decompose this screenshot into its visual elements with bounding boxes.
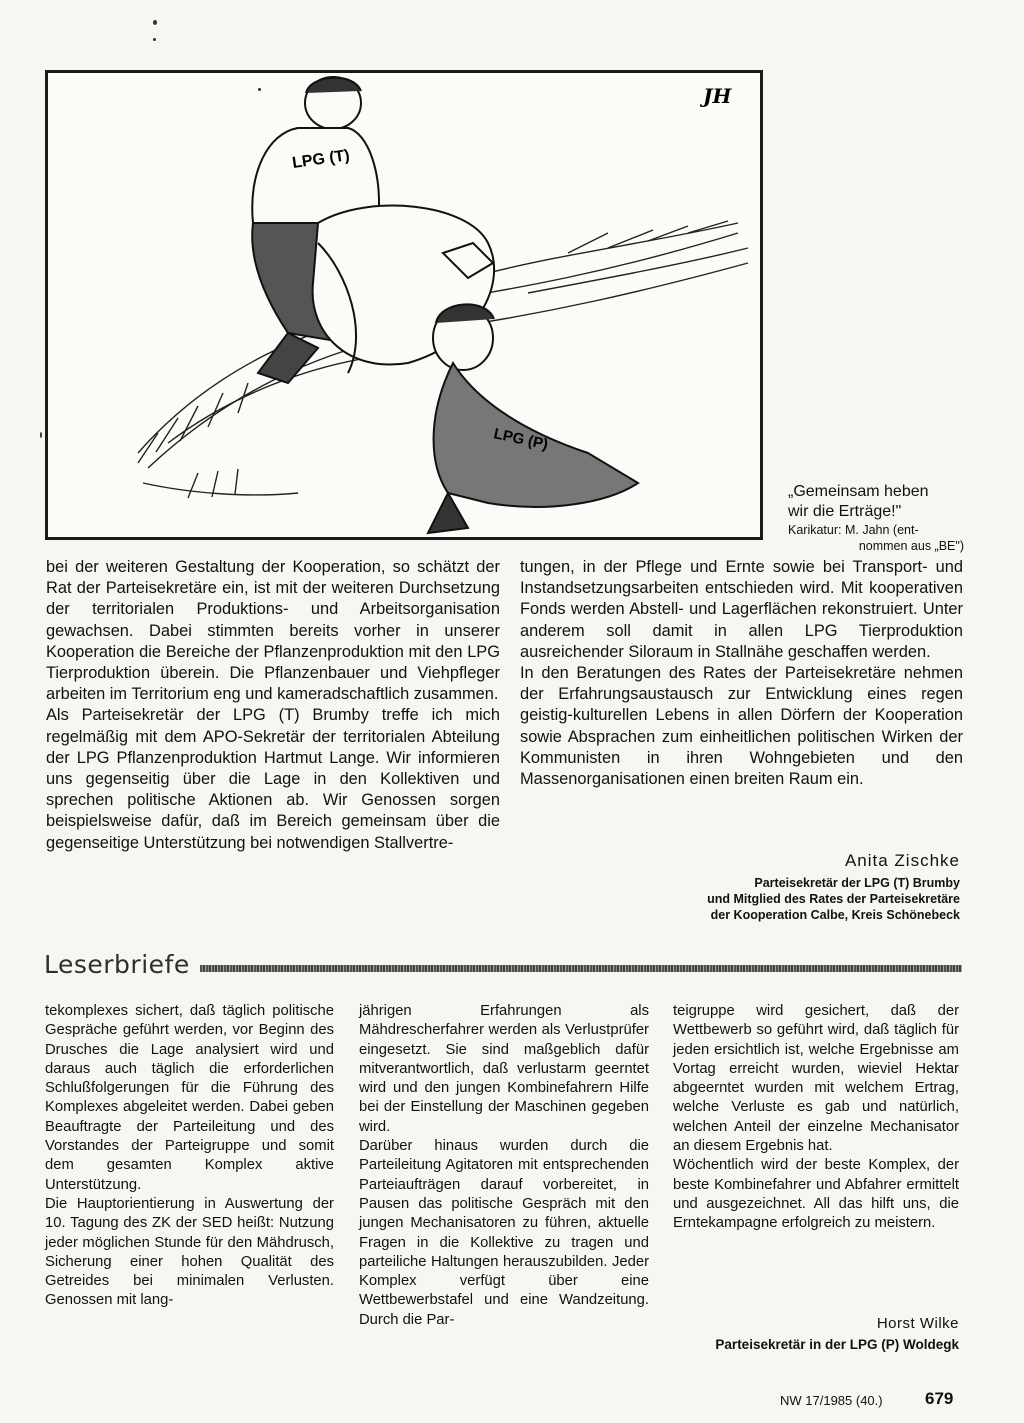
letter-paragraph: Wöchentlich wird der beste Komplex, der beste Kombinefahrer und Abfahrer ermittelt und ausgezeichnet. All das hilft uns, die Erntekampagne erfolgreich zu meistern. <box>673 1157 959 1232</box>
article-paragraph: bei der weiteren Gestaltung der Kooperation, so schätzt der Rat der Parteisekretäre ein, ist mit der weiteren Durchsetzung der territorialen Produktions- und Arbeitsorganisation gewachsen. Dabei stimmten bereits vorher in unserer Kooperation die Bereiche der Pflanzenproduktion mit den LPG Tierproduktion überein. Die Pflanzenbauer und Viehpfleger arbeiten im Territorium eng und kameradschaftlich zusammen. <box>46 558 500 704</box>
bottom-figure-label: LPG (P) <box>492 425 550 454</box>
letter-author: Horst Wilke <box>876 1315 959 1332</box>
caption-quote-line1: „Gemeinsam heben <box>788 483 929 500</box>
author-role-line: der Kooperation Calbe, Kreis Schönebeck <box>710 908 960 922</box>
top-figure-label: LPG (T) <box>291 147 351 172</box>
author-role-line: Parteisekretär der LPG (T) Brumby <box>754 876 960 890</box>
letter-author-role: Parteisekretär in der LPG (P) Woldegk <box>715 1337 959 1352</box>
article-author-role <box>707 875 960 923</box>
caption-quote-line2: wir die Erträge!" <box>788 503 902 520</box>
letter-paragraph: tekomplexes sichert, daß täglich politische Gespräche geführt werden, vor Beginn des Drusches die Lage analysiert wird und daraus auch täglich die erforderlichen Schlußfolgerungen für die Führung des Komplexes abgeleitet werden. Dabei geben Beauftragte der Parteileitung und des Vorstandes der Parteigruppe und somit dem gesamten Komplex aktive Unterstützung. <box>45 1003 334 1193</box>
print-speck <box>40 432 42 438</box>
cartoon-drawing <box>48 73 760 537</box>
author-role-line: und Mitglied des Rates der Parteisekretäre <box>707 892 960 906</box>
letter-paragraph: Die Hauptorientierung in Auswertung der 10. Tagung des ZK der SED heißt: Nutzung jeder möglichen Stunde für den Mähdrusch, Sicherung einer hohen Qualität des Getreides bei minimalen Verlusten. Genossen mit lang- <box>45 1195 334 1309</box>
cartoon-caption <box>788 482 978 554</box>
artist-signature: JH <box>703 84 732 108</box>
issue-number: NW 17/1985 (40.) <box>780 1393 883 1408</box>
rubric-rule <box>200 965 962 972</box>
article-paragraph: In den Beratungen des Rates der Parteisekretäre nehmen der Erfahrungsaustausch zur Entwicklung eines regen geistig-kulturellen Lebens in allen Dörfern der Kooperation sowie Absprachen zum einheitlichen politischen Wirken der Kommunisten in ihren Wohngebieten und den Massenorganisationen einen breiten Raum ein. <box>520 664 963 789</box>
letter-column-2 <box>359 1002 649 1330</box>
article-top-right-column <box>520 557 963 790</box>
letter-paragraph: Darüber hinaus wurden durch die Parteileitung Agitatoren mit entsprechenden Parteiaufträgen darauf vorbereitet, in Pausen das politische Gespräch mit den jungen Mechanisatoren zu führen, aktuelle Fragen in die Kollektive zu tragen und parteiliche Haltungen herauszubilden. Jeder Komplex verfügt über eine Wettbewerbstafel und eine Wandzeitung. Durch die Par- <box>359 1138 649 1328</box>
print-speck <box>153 38 156 41</box>
article-paragraph: tungen, in der Pflege und Ernte sowie bei Transport- und Instandsetzungsarbeiten entschieden wird. Mit kooperativen Fonds werden Abstell- und Lagerflächen rekonstruiert. Unter anderem soll damit in allen LPG Tierproduktion ausreichender Siloraum in Stallnähe geschaffen werden. <box>520 558 963 661</box>
letter-column-1 <box>45 1002 334 1311</box>
print-speck <box>258 88 261 91</box>
caption-credit-line2: nommen aus „BE") <box>858 539 964 553</box>
caption-credit-line1: Karikatur: M. Jahn (ent- <box>788 523 919 537</box>
page-number: 679 <box>925 1389 954 1408</box>
article-paragraph: Als Parteisekretär der LPG (T) Brumby treffe ich mich regelmäßig mit dem APO-Sekretär der territorialen Abteilung der LPG Pflanzenproduktion Hartmut Lange. Wir informieren uns gegenseitig über die Lage in den Kollektiven und sprechen politische Aktionen ab. Wir Genossen sorgen beispielsweise dafür, daß im Bereich gemeinsam über die gegenseitige Unterstützung bei notwendigen Stallvertre- <box>46 706 500 852</box>
article-author: Anita Zischke <box>844 851 960 870</box>
print-speck <box>153 20 157 25</box>
article-top-left-column <box>46 557 500 854</box>
section-rubric: Leserbriefe <box>44 950 190 979</box>
letter-column-3 <box>673 1002 959 1234</box>
letter-paragraph: teigruppe wird gesichert, daß der Wettbewerb so geführt wird, daß täglich für jeden ersichtlich ist, welche Ergebnisse am Vortag erreicht wurden, wieviel Hektar abgeerntet wurden mit welchem Ertrag, welche Verluste es gab und natürlich, welchen Anteil der einzelne Mechanisator an diesem Ergebnis hat. <box>673 1003 959 1155</box>
cartoon-illustration <box>45 70 763 540</box>
letter-paragraph: jährigen Erfahrungen als Mähdrescherfahrer werden als Verlustprüfer eingesetzt. Sie sind maßgeblich dafür mitverantwortlich, daß verlustarm geerntet wird und den jungen Kombinefahrern Hilfe bei der Einstellung der Maschinen gegeben wird. <box>359 1003 649 1135</box>
